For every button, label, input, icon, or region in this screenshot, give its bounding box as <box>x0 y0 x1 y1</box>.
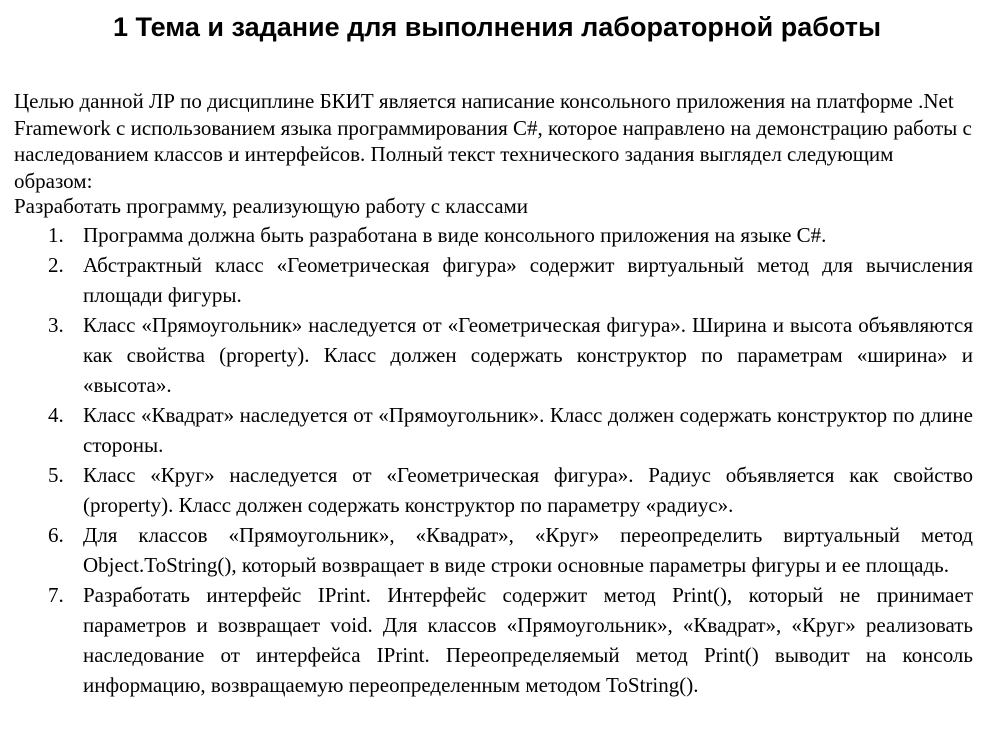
requirement-item-5 <box>0 460 994 520</box>
requirement-item-6 <box>0 520 994 580</box>
requirement-number: 2. <box>48 253 64 277</box>
requirement-item-7 <box>0 580 994 700</box>
requirement-number: 3. <box>48 313 64 337</box>
requirement-number: 1. <box>48 223 64 247</box>
requirement-number: 7. <box>48 583 64 607</box>
requirement-text: Для классов «Прямоугольник», «Квадрат», «Круг» переопределить виртуальный метод Object.ToString(), который возвращает в виде строки основные параметры фигуры и ее площадь. <box>83 523 973 577</box>
requirement-number: 6. <box>48 523 64 547</box>
requirement-text: Класс «Квадрат» наследуется от «Прямоугольник». Класс должен содержать конструктор по длине стороны. <box>83 403 973 457</box>
requirements-list <box>0 220 994 700</box>
requirement-item-1 <box>0 220 994 250</box>
requirement-number: 5. <box>48 463 64 487</box>
requirement-text: Разработать интерфейс IPrint. Интерфейс содержит метод Print(), который не принимает параметров и возвращает void. Для классов «Прямоугольник», «Квадрат», «Круг» реализовать наследование от интерфейса IPrint. Переопределяемый метод Print() выводит на консоль информацию, возвращаемую переопределенным методом ToString(). <box>83 583 973 697</box>
requirement-text: Класс «Круг» наследуется от «Геометрическая фигура». Радиус объявляется как свойство (property). Класс должен содержать конструктор по параметру «радиус». <box>83 463 973 517</box>
requirement-item-4 <box>0 400 994 460</box>
requirement-item-3 <box>0 310 994 400</box>
requirement-text: Класс «Прямоугольник» наследуется от «Геометрическая фигура». Ширина и высота объявляются как свойства (property). Класс должен содержать конструктор по параметрам «ширина» и «высота». <box>83 313 973 397</box>
intro-paragraph: Целью данной ЛР по дисциплине БКИТ является написание консольного приложения на платформе .Net Framework с использованием языка программирования C#, которое направлено на демонстрацию работы с наследованием классов и интерфейсов. Полный текст технического задания выглядел следующим образом: <box>14 89 972 193</box>
task-lead-line: Разработать программу, реализующую работу с классами <box>14 194 529 218</box>
requirement-item-2 <box>0 250 994 310</box>
requirement-number: 4. <box>48 403 64 427</box>
requirement-text: Абстрактный класс «Геометрическая фигура» содержит виртуальный метод для вычисления площади фигуры. <box>83 253 973 307</box>
requirement-text: Программа должна быть разработана в виде консольного приложения на языке C#. <box>83 223 827 247</box>
section-heading: 1 Тема и задание для выполнения лабораторной работы <box>112 12 882 42</box>
